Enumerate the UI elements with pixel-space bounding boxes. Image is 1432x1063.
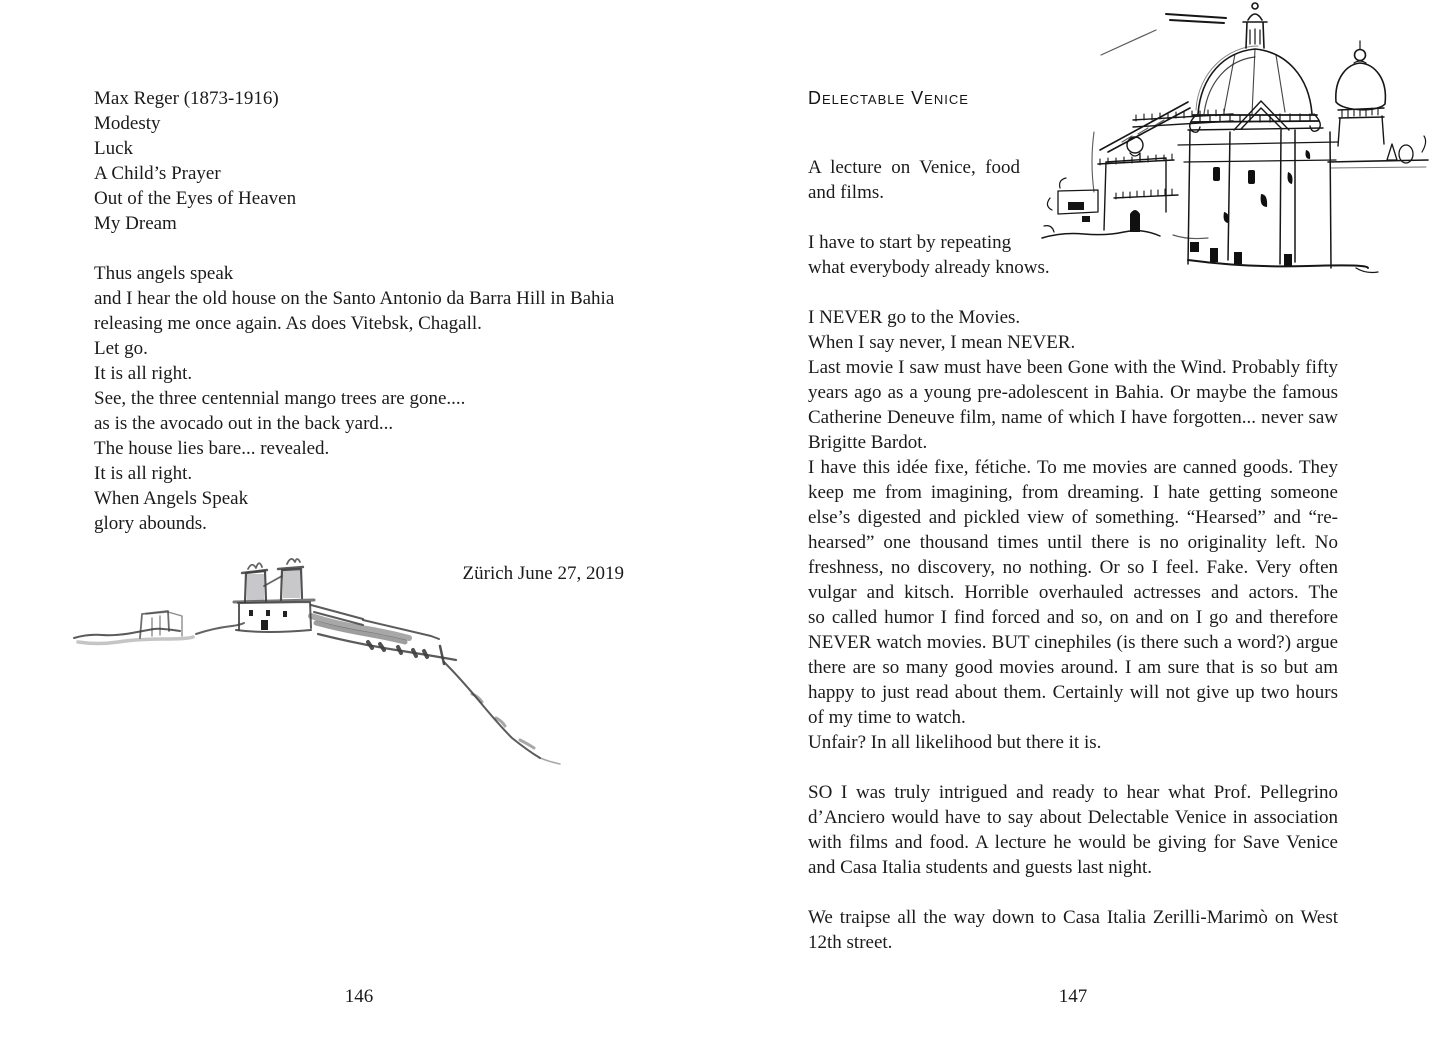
text-line: A Child’s Prayer	[94, 163, 221, 184]
text-line: Let go.	[94, 338, 148, 359]
text-line: SO I was truly intrigued and ready to hear what Prof. Pellegrino	[808, 782, 1338, 803]
text-line: hearsed” one thousand times until there is no originality left. No	[808, 532, 1338, 553]
text-line: The house lies bare... revealed.	[94, 438, 330, 459]
page-number-right: 147	[1058, 986, 1088, 1007]
text-line: My Dream	[94, 213, 177, 234]
text-line: keep me from imagining, from dreaming. I hate getting someone	[808, 482, 1338, 503]
text-line: It is all right.	[94, 463, 193, 484]
text-line: years ago as a young pre-adolescent in Bahia. Or maybe the famous	[808, 382, 1338, 403]
text-line: Brigitte Bardot.	[808, 432, 928, 453]
text-line: We traipse all the way down to Casa Italia Zerilli-Marimò on West	[808, 907, 1338, 928]
text-line: It is all right.	[94, 363, 193, 384]
text-line: and films.	[808, 182, 884, 203]
text-line: what everybody already knows.	[808, 257, 1050, 278]
text-line: Modesty	[94, 113, 161, 134]
text-line: When I say never, I mean NEVER.	[808, 332, 1076, 353]
text-line: I have this idée fixe, fétiche. To me movies are canned goods. They	[808, 457, 1338, 478]
text-line: Zürich June 27, 2019	[462, 563, 624, 584]
text-line: Max Reger (1873-1916)	[94, 88, 279, 109]
text-line: happy to just read about them. Certainly will not give up two hours	[808, 682, 1338, 703]
text-line	[808, 755, 1338, 780]
text-line: so called humor I find forced and so, on and on I go and therefore	[808, 607, 1338, 628]
text-line: glory abounds.	[94, 513, 207, 534]
text-line	[808, 880, 1338, 905]
text-line: and Casa Italia students and guests last night.	[808, 857, 1153, 878]
text-line: of my time to watch.	[808, 707, 966, 728]
text-line	[94, 236, 624, 261]
text-line: I have to start by repeating	[808, 232, 1012, 253]
text-line: NEVER watch movies. BUT cinephiles (is there such a word?) argue	[808, 632, 1338, 653]
text-line: Thus angels speak	[94, 263, 234, 284]
text-line: as is the avocado out in the back yard...	[94, 413, 394, 434]
text-line: I NEVER go to the Movies.	[808, 307, 1021, 328]
text-line: 12th street.	[808, 932, 893, 953]
text-line: vulgar and kitsch. Horrible overhauled actresses and actors. The	[808, 582, 1338, 603]
text-line: releasing me once again. As does Vitebsk, Chagall.	[94, 313, 482, 334]
right-page-text	[808, 155, 1338, 955]
text-line: Out of the Eyes of Heaven	[94, 188, 297, 209]
chapter-title: Delectable Venice	[808, 88, 969, 108]
text-line: else’s digested and pickled view of something. “Hearsed” and “re-	[808, 507, 1338, 528]
left-page-text	[94, 86, 624, 586]
text-line	[808, 280, 1338, 305]
text-line: with films and food. A lecture he would be giving for Save Venice	[808, 832, 1338, 853]
text-line: and I hear the old house on the Santo Antonio da Barra Hill in Bahia	[94, 288, 615, 309]
text-line: Catherine Deneuve film, name of which I have forgotten... never saw	[808, 407, 1338, 428]
text-line	[808, 205, 1338, 230]
text-line: there are so many good movies around. I am sure that is so but am	[808, 657, 1338, 678]
text-line: Unfair? In all likelihood but there it is.	[808, 732, 1102, 753]
text-line: d’Anciero would have to say about Delectable Venice in association	[808, 807, 1338, 828]
text-line: See, the three centennial mango trees are gone....	[94, 388, 466, 409]
text-line: A lecture on Venice, food	[808, 157, 1020, 178]
pencil-hillside-church-sketch-icon	[68, 550, 568, 775]
page-number-left: 146	[344, 986, 374, 1007]
text-line: Last movie I saw must have been Gone with the Wind. Probably fifty	[808, 357, 1338, 378]
text-line: When Angels Speak	[94, 488, 249, 509]
text-line: Luck	[94, 138, 134, 159]
text-line: freshness, no discovery, no nothing. Or so I feel. Fake. Very often	[808, 557, 1338, 578]
